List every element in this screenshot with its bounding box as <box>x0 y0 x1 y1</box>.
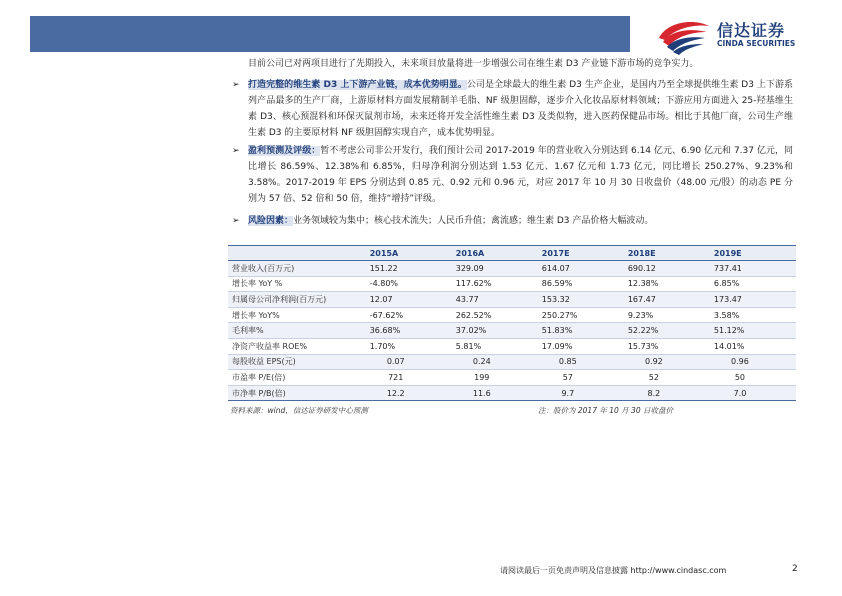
table-cell: 9.23% <box>624 307 710 323</box>
table-header-cell: 2017E <box>538 246 624 261</box>
logo-english-name: CINDA SECURITIES <box>717 39 796 48</box>
table-cell: 7.0 <box>710 385 796 401</box>
table-cell: 721 <box>366 370 452 386</box>
table-cell: 37.02% <box>452 323 538 339</box>
row-label: 每股收益 EPS(元) <box>228 354 366 370</box>
table-cell: 690.12 <box>624 261 710 277</box>
row-label: 市盈率 P/E(倍) <box>228 370 366 386</box>
table-cell: 0.92 <box>624 354 710 370</box>
table-cell: 117.62% <box>452 276 538 292</box>
table-cell: 151.22 <box>366 261 452 277</box>
table-row <box>228 354 796 370</box>
table-header-row <box>228 246 796 261</box>
financial-forecast-table <box>228 245 796 401</box>
table-cell: 3.58% <box>710 307 796 323</box>
table-cell: 153.32 <box>538 292 624 308</box>
bullet-lead: 盈利预测及评级： <box>248 146 321 156</box>
table-source: 资料来源：wind，信达证券研发中心预测 <box>230 406 368 415</box>
table-cell: 14.01% <box>710 338 796 354</box>
table-cell: 11.6 <box>452 385 538 401</box>
logo-chinese-name: 信达证券 <box>717 21 786 40</box>
table-cell: -4.80% <box>366 276 452 292</box>
table-cell: 199 <box>452 370 538 386</box>
table-cell: 12.07 <box>366 292 452 308</box>
table-cell: 0.24 <box>452 354 538 370</box>
row-label: 市净率 P/B(倍) <box>228 385 366 401</box>
table-cell: 614.07 <box>538 261 624 277</box>
table-cell: 250.27% <box>538 307 624 323</box>
row-label: 营业收入(百万元) <box>228 261 366 277</box>
intro-paragraph: 目前公司已对两项目进行了先期投入，未来项目放量将进一步增强公司在维生素 D3 产业链下游市场的竞争实力。 <box>248 59 699 69</box>
table-row <box>228 370 796 386</box>
bullet-body: 公司是全球最大的维生素 D3 生产企业，是国内乃至全球提供维生素 D3 上下游系列产品最多的生产厂商，上游原材料方面发展精制羊毛脂、NF 级胆固醇，逐步介入化妆品原材料领域；下游应用方面进入 25-羟基维生素 D3、核心预混料和环保灭鼠剂市场，未来还将开发全活性维生素 D3 及类似物，进入医药保健品市场。相比于其他厂商，公司生产维生素 D3 的主要原材料 NF 级胆固醇实现自产，成本优势明显。 <box>248 80 793 138</box>
table-cell: 12.38% <box>624 276 710 292</box>
table-cell: 36.68% <box>366 323 452 339</box>
table-cell: 1.70% <box>366 338 452 354</box>
table-row <box>228 292 796 308</box>
header-bar <box>30 16 630 52</box>
table-row <box>228 323 796 339</box>
table-header-cell: 2018E <box>624 246 710 261</box>
arrow-bullet-icon: ➢ <box>232 146 240 156</box>
table-cell: 5.81% <box>452 338 538 354</box>
table-cell: 8.2 <box>624 385 710 401</box>
table-cell: 57 <box>538 370 624 386</box>
table-cell: 51.83% <box>538 323 624 339</box>
table-cell: 86.59% <box>538 276 624 292</box>
table-cell: 737.41 <box>710 261 796 277</box>
arrow-bullet-icon: ➢ <box>232 216 240 226</box>
bullet-lead: 风险因素： <box>248 216 294 226</box>
table-header-cell: 2015A <box>366 246 452 261</box>
table-header-cell: 2019E <box>710 246 796 261</box>
footer-disclaimer-link[interactable]: 请阅读最后一页免责声明及信息披露 http://www.cindasc.com <box>500 566 727 575</box>
row-label: 净资产收益率 ROE% <box>228 338 366 354</box>
table-cell: 0.07 <box>366 354 452 370</box>
page-number: 2 <box>792 564 798 574</box>
table-cell: 17.09% <box>538 338 624 354</box>
bullet-body: 暂不考虑公司非公开发行，我们预计公司 2017-2019 年的营业收入分别达到 6.14 亿元、6.90 亿元和 7.37 亿元，同比增长 86.59%、12.38%和 6.85%，归母净利润分别达到 1.53 亿元、1.67 亿元和 1.73 亿元，同比增长 250.27%、9.23%和 3.58%。2017-2019 年 EPS 分别达到 0.85 元、0.92 元和 0.96 元，对应 2017 年 10 月 30 日收盘价（48.00 元/股）的动态 PE 分别为 57 倍、52 倍和 50 倍，维持“增持”评级。 <box>248 146 793 204</box>
table-cell: 329.09 <box>452 261 538 277</box>
table-row <box>228 307 796 323</box>
table-cell: 51.12% <box>710 323 796 339</box>
row-label: 归属母公司净利润(百万元) <box>228 292 366 308</box>
table-header-blank <box>228 246 366 261</box>
table-cell: 262.52% <box>452 307 538 323</box>
table-row <box>228 385 796 401</box>
table-cell: 0.85 <box>538 354 624 370</box>
row-label: 增长率 YoY % <box>228 276 366 292</box>
arrow-bullet-icon: ➢ <box>232 80 240 90</box>
table-cell: 6.85% <box>710 276 796 292</box>
table-cell: 52 <box>624 370 710 386</box>
table-row <box>228 276 796 292</box>
table-row <box>228 338 796 354</box>
cinda-logo-icon <box>655 16 713 56</box>
table-note: 注：股价为 2017 年 10 月 30 日收盘价 <box>538 406 673 415</box>
bullet-body: 业务领域较为集中；核心技术流失；人民币升值；禽流感；维生素 D3 产品价格大幅波动。 <box>293 216 654 226</box>
table-header-cell: 2016A <box>452 246 538 261</box>
row-label: 增长率 YoY% <box>228 307 366 323</box>
table-cell: 0.96 <box>710 354 796 370</box>
cinda-logo <box>655 16 815 56</box>
table-cell: 43.77 <box>452 292 538 308</box>
table-cell: 50 <box>710 370 796 386</box>
table-cell: 167.47 <box>624 292 710 308</box>
table-cell: 173.47 <box>710 292 796 308</box>
table-cell: -67.62% <box>366 307 452 323</box>
table-row <box>228 261 796 277</box>
bullet-lead: 打造完整的维生素 D3 上下游产业链，成本优势明显。 <box>248 80 467 90</box>
table-cell: 52.22% <box>624 323 710 339</box>
table-cell: 15.73% <box>624 338 710 354</box>
table-cell: 9.7 <box>538 385 624 401</box>
table-cell: 12.2 <box>366 385 452 401</box>
row-label: 毛利率% <box>228 323 366 339</box>
